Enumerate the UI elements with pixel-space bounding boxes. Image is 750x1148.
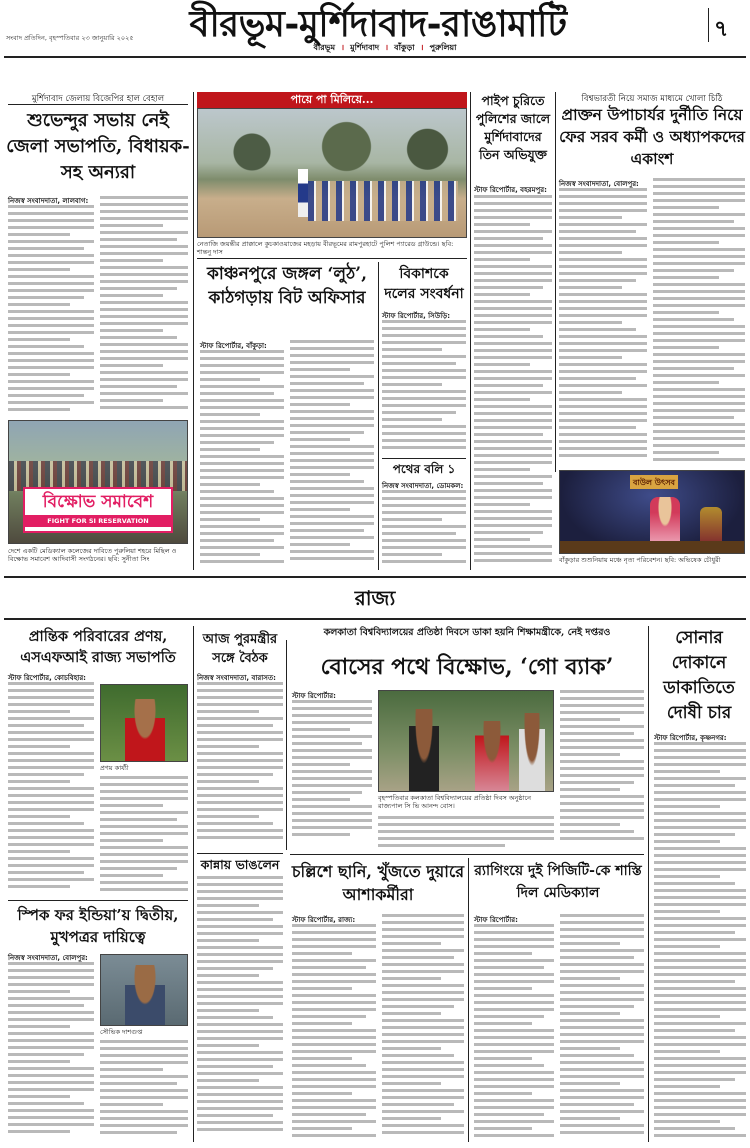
kicker-rule	[8, 104, 188, 105]
cu-photo-governor	[409, 709, 439, 792]
district-nav: বীরভূম । মুর্শিদাবাদ । বাঁকুড়া । পুরুলিয়া	[313, 43, 457, 52]
col-divider	[470, 92, 471, 570]
sfi-photo	[100, 684, 188, 762]
cu-photo-man	[519, 713, 545, 792]
article-sfi-col1	[8, 682, 94, 896]
article-pothe-boli	[382, 490, 466, 568]
spic-photo-name: সৌভিক দাশগুপ্ত	[100, 1028, 143, 1036]
headline-spic: স্পিক ফর ইন্ডিয়া’য় দ্বিতীয়, মুখপত্রর দায়িত্বে	[17, 906, 179, 946]
headline-ragging: র‍্যাগিংয়ে দুই পিজিটি-কে শাস্তি দিল মেডিক্যাল	[474, 863, 642, 901]
headline-gold: সোনার দোকানে ডাকাতিতে দোষী চার	[663, 628, 735, 723]
kicker-visva: বিশ্বভারতী নিয়ে সমাজ মাধ্যমে খোলা চিঠি	[581, 94, 723, 104]
parade-title-text: পায়ে পা মিলিয়ে...	[290, 93, 374, 106]
sfi-photo-name: প্রণয় কার্য্যী	[100, 764, 129, 772]
article-asha-col1	[292, 924, 376, 1142]
headline-visva: প্রাক্তন উপাচার্যর দুর্নীতি নিয়ে ফের সরব কর্মী ও অধ্যাপকদের একাংশ	[559, 105, 745, 168]
headline-cu: বোসের পথে বিক্ষোভ, ‘গো ব্যাক’	[320, 654, 614, 680]
sfi-rule	[8, 900, 188, 901]
headline-puromontri: আজ পুরমন্ত্রীর সঙ্গে বৈঠক	[202, 632, 278, 666]
rally-caption: দেশে একটি মেডিক্যাল কলেজের দাবিতে পুরুলিয়া শহরে মিছিল ও বিক্ষোভ সমাবেশ আদিবাসী সংগঠনের। ছবি: সুনীতা সিং	[8, 547, 177, 564]
article-ragging-col1	[474, 924, 554, 1142]
section-title-rajya: রাজ্য	[354, 586, 396, 610]
byline-bjp: নিজস্ব সংবাদদাতা, লালবাগ:	[8, 197, 89, 205]
parade-marchers	[308, 181, 458, 221]
byline-bikash: স্টাফ রিপোর্টার, সিউড়ি:	[382, 312, 451, 320]
article-kanchanpur-col1	[200, 350, 284, 568]
parade-rule	[197, 258, 467, 259]
cu-photo-caption: বৃহস্পতিবার কলকাতা বিশ্ববিদ্যালয়ের প্রতিষ্ঠা দিবস অনুষ্ঠানে রাজ্যপাল সি ভি আনন্দ বোস।	[378, 794, 531, 811]
col-divider	[648, 626, 649, 1142]
headline-kanna: কান্নায় ভাঙলেন	[200, 857, 280, 872]
article-asha-col2	[382, 914, 464, 1142]
article-visva-col1	[559, 188, 647, 466]
col-divider	[468, 858, 469, 1142]
district-birbhum: বীরভূম	[313, 43, 336, 52]
col-divider	[286, 640, 287, 850]
headline-pothe-boli: পথের বলি ১	[392, 462, 456, 476]
cu-photo	[378, 690, 554, 792]
article-kanna	[197, 876, 283, 1142]
masthead-divider	[708, 8, 709, 42]
masthead-title: বীরভূম-মুর্শিদাবাদ-রাঙামাটি	[189, 3, 567, 45]
headline-bjp: শুভেন্দুর সভায় নেই জেলা সভাপতি, বিধায়ক-সহ অন্যরা	[6, 110, 190, 183]
dance-sign	[630, 475, 678, 489]
sfi-person	[125, 699, 165, 762]
article-sfi-col2	[100, 776, 188, 896]
article-kanchanpur-col2	[290, 340, 374, 568]
rally-photo	[8, 420, 188, 544]
article-bikash	[382, 320, 466, 455]
parade-leader	[298, 169, 308, 217]
masthead-bottom-rule	[4, 56, 746, 58]
byline-pipe: স্টাফ রিপোর্টার, বহরমপুর:	[474, 186, 547, 194]
kicker-bjp: মুর্শিদাবাদ জেলায় বিজেপির হাল বেহাল	[31, 94, 165, 104]
headline-bikash: বিকাশকে দলের সংবর্ধনা	[384, 266, 464, 302]
headline-kanchanpur: কাঞ্চনপুরে জঙ্গল ‘লুঠ’, কাঠগড়ায় বিট অফিসার	[206, 264, 368, 308]
rajya-bottom-rule	[4, 618, 746, 620]
masthead	[0, 0, 750, 52]
col-divider	[193, 92, 194, 570]
spic-person	[125, 965, 165, 1026]
article-puromontri	[197, 682, 283, 850]
dance-photo	[559, 470, 745, 554]
article-pipe	[474, 195, 552, 567]
col-divider	[555, 92, 556, 472]
rally-banner-sub: FIGHT FOR SI RESERVATION	[25, 515, 171, 527]
article-visva-col2	[653, 178, 745, 466]
rally-banner-text: বিক্ষোভ সমাবেশ	[42, 492, 154, 512]
col-divider	[193, 626, 194, 1142]
article-spic-col2	[100, 1040, 188, 1142]
cu-bottom-rule	[290, 854, 644, 855]
headline-asha: চল্লিশে ছানি, খুঁজতে দুয়ারে আশাকর্মীরা	[291, 862, 465, 904]
article-ragging-col2	[560, 914, 644, 1142]
district-murshidabad: মুর্শিদাবাদ	[350, 43, 380, 52]
article-spic-col1	[8, 962, 94, 1142]
parade-trees	[198, 119, 467, 174]
rajya-top-rule	[4, 576, 746, 578]
byline-puromontri: নিজস্ব সংবাদদাতা, বারাসত:	[197, 674, 276, 682]
article-gold	[654, 742, 746, 1142]
page-number: ৭	[714, 16, 729, 42]
parade-title	[197, 92, 467, 108]
dance-sign-text: বাউল উৎসব	[633, 477, 675, 487]
article-bjp-col2	[100, 196, 188, 415]
byline-cu: স্টাফ রিপোর্টার:	[292, 692, 336, 700]
byline-gold: স্টাফ রিপোর্টার, কৃষ্ণনগর:	[654, 734, 727, 742]
byline-visva: নিজস্ব সংবাদদাতা, বোলপুর:	[559, 180, 639, 188]
article-cu-col1	[292, 700, 372, 850]
dance-caption: বাঁকুড়ার শুশুনিয়ায় মঞ্চে নৃত্য পরিবেশন। ছবি: অভিষেক চৌধুরী	[559, 556, 721, 564]
byline-asha: স্টাফ রিপোর্টার, রাজ্য:	[292, 916, 356, 924]
district-bankura: বাঁকুড়া	[394, 43, 415, 52]
byline-kanchanpur: স্টাফ রিপোর্টার, বাঁকুড়া:	[200, 342, 267, 350]
cu-photo-woman	[475, 721, 509, 792]
parade-caption: নেতাজি জয়ন্তীর প্রাক্কালে কুচকাওয়াজের মহড়ায় বীরভূমের রামপুরহাটে পুলিশ প্যারেড গ্রাউন্ডে। ছবি: শান্তনু দাস	[197, 240, 454, 257]
dance-stage	[560, 541, 745, 554]
headline-sfi: প্রান্তিক পরিবারের প্রণয়, এসএফআই রাজ্য সভাপতি	[20, 628, 176, 666]
byline-spic: নিজস্ব সংবাদদাতা, বোলপুর:	[8, 954, 88, 962]
article-cu-col2	[378, 816, 554, 850]
byline-pothe-boli: নিজস্ব সংবাদদাতা, ডোমকল:	[382, 482, 464, 490]
spic-photo	[100, 954, 188, 1026]
byline-ragging: স্টাফ রিপোর্টার:	[474, 916, 518, 924]
bikash-rule	[382, 458, 466, 459]
col-divider	[378, 262, 379, 570]
masthead-date: সংবাদ প্রতিদিন, বৃহস্পতিবার ২৩ জানুয়ারি ২০২৫	[6, 34, 134, 42]
headline-pipe: পাইপ চুরিতে পুলিশের জালে মুর্শিদাবাদের তিন অভিযুক্ত	[475, 93, 551, 162]
parade-photo	[197, 108, 467, 238]
kicker-cu: কলকাতা বিশ্ববিদ্যালয়ের প্রতিষ্ঠা দিবসে ডাকা হয়নি শিক্ষামন্ত্রীকে, নেই দপ্তরও	[323, 627, 611, 638]
rally-banner	[23, 487, 173, 533]
article-cu-col3	[560, 690, 644, 850]
district-purulia: পুরুলিয়া	[429, 43, 457, 52]
kanna-rule	[197, 853, 283, 854]
article-bjp-col1	[8, 205, 94, 415]
byline-sfi: স্টাফ রিপোর্টার, কোচবিহার:	[8, 674, 86, 682]
